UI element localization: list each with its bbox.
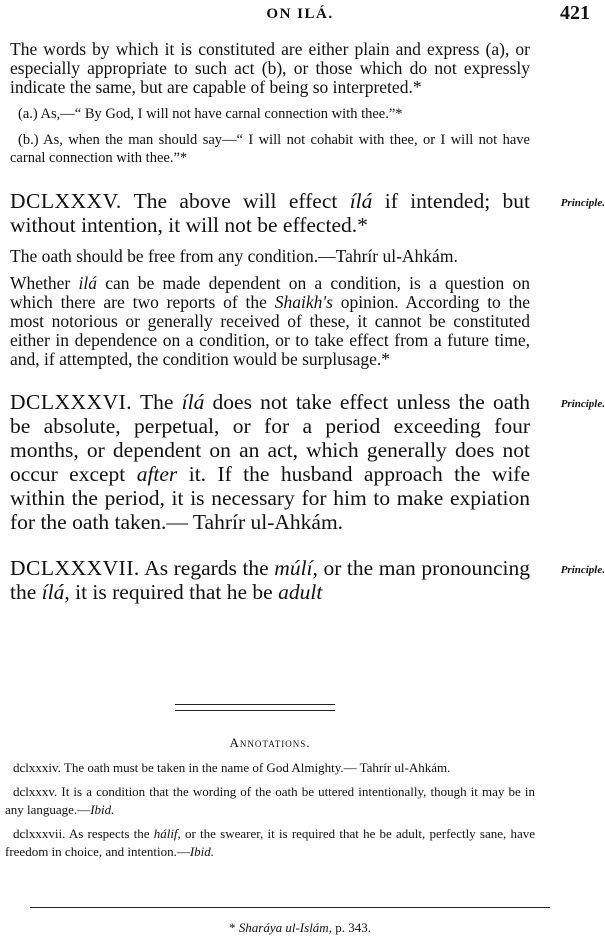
annotation-text: , or the swearer, it is required that he be adult, perfectly sane, have freedom in choice, and intention.— (5, 826, 535, 859)
principle-text: , or the man pronouncing the (10, 555, 530, 604)
principle-text: if intended; but without intention, it will not be effected.* (10, 188, 530, 237)
term-muli: múlí (274, 555, 313, 580)
principle-text: does not take effect unless the oath be absolute, perpetual, or for a period exceeding four months, or dependent on an act, which generally does not occur except (10, 390, 530, 486)
ibid-ref: Ibid. (90, 802, 115, 817)
footnote (0, 920, 600, 936)
principle-687-text (10, 556, 530, 604)
footnote-rule (30, 907, 550, 908)
annotation-685 (5, 783, 535, 819)
principle-686-text (10, 390, 530, 534)
term-adult: adult (278, 579, 323, 604)
section-divider (175, 704, 335, 711)
annotation-684: dclxxxiv. The oath must be taken in the name of God Almighty.— Tahrír ul-Ahkám. (13, 760, 451, 775)
term-ila: ílá (349, 188, 373, 213)
annotation-687 (5, 825, 535, 861)
principle-685-text (10, 189, 530, 237)
example-a: (a.) As,—“ By God, I will not have carnal connection with thee.”* (18, 106, 403, 122)
page-header (0, 2, 600, 26)
term-ila: ílá (181, 390, 205, 414)
ibid-ref: Ibid. (189, 844, 215, 859)
paragraph-condition: The oath should be free from any condition.—Tahrír ul-Ahkám. (10, 245, 458, 266)
page-number: 421 (560, 2, 590, 24)
term-after: after (136, 462, 178, 486)
page-body (10, 39, 605, 614)
principle-text: The (139, 390, 174, 414)
example-b: (b.) As, when the man should say—“ I will not cohabit with thee, or I will not have carnal connection with thee.”* (10, 132, 530, 166)
term-halif: hálif (153, 826, 178, 841)
running-head: ON ILÁ. (266, 6, 334, 22)
principle-text: , it is required that he be (64, 579, 273, 604)
principle-side-note: Principle. (560, 398, 605, 410)
principle-side-note: Principle. (560, 563, 605, 576)
principle-side-note: Principle. (560, 196, 605, 209)
principle-text: The above will effect (133, 188, 338, 213)
term-ila: ílá (41, 579, 65, 604)
principle-text: it. If the husband approach the wife within the period, it is necessary for him to make expiation for the oath taken.— Tahrír ul-Ahkám. (10, 462, 531, 534)
paragraph-constitution: The words by which it is constituted are either plain and express (a), or especially appropriate to such act (b), or those which do not expressly indicate the same, but are capable of being so interpreted.* (10, 39, 530, 97)
footnote-source: Sharáya ul-Islám (238, 920, 329, 935)
annotation-text: dclxxxv. It is a condition that the wording of the oath be uttered intentionally, though it may be in any language.— (5, 784, 535, 817)
principle-687 (10, 555, 605, 604)
paragraph-whether (10, 274, 530, 369)
text-span: Whether (10, 272, 71, 293)
term-shaikh: Shaikh's (274, 291, 333, 312)
text-span: can be made dependent on a condition, is a question on which there are two reports of the (10, 272, 531, 312)
annotations-title: Annotations. (229, 735, 311, 750)
footnote-marker: * (229, 920, 236, 935)
annotation-text: dclxxxvii. As respects the (13, 826, 150, 841)
principle-685 (10, 188, 605, 237)
principle-text: As regards the (144, 555, 269, 580)
term-ila: ilá (78, 272, 97, 293)
footnote-page: , p. 343. (328, 920, 371, 935)
principle-number: DCLXXXVII. (10, 555, 140, 580)
principle-686 (10, 390, 605, 534)
annotations-section (5, 735, 535, 867)
principle-number: DCLXXXV. (10, 188, 122, 213)
principle-number: DCLXXXVI. (10, 390, 133, 414)
text-span: opinion. According to the most notorious or generally received of these, it cannot be constituted either in dependence on a condition, or to take effect from a future time, and, if attempted, the condition would be surplusage.* (10, 291, 531, 369)
